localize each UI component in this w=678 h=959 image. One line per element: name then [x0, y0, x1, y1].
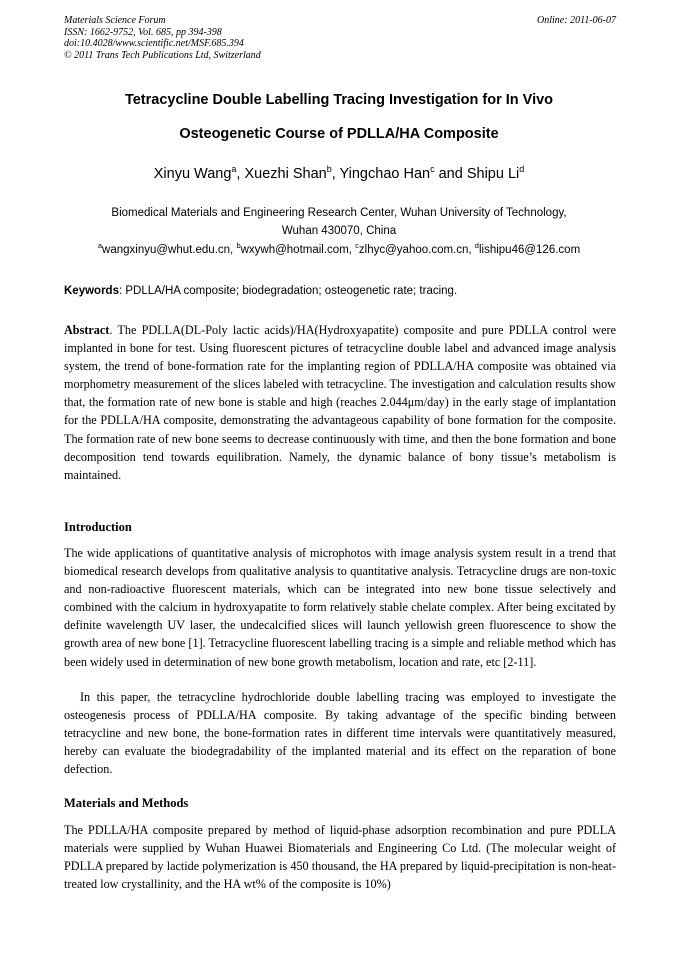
email-mark: c [355, 241, 359, 250]
email-mark: a [97, 241, 103, 250]
author-affil-mark: d [519, 164, 525, 174]
abstract [64, 321, 616, 484]
materials-paragraph-1: The PDLLA/HA composite prepared by method of liquid-phase adsorption recombination and pure PDLLA materials were supplied by Wuhan Huawei Biomaterials and Engineering Co Ltd. (The molecular weight of PDLLA prepared by lactide polymerization is 450 thousand, the HA prepared by liquid-precipitation is non-heat-treated low crystallinity, and the HA wt% of the composite is 10%) [64, 823, 616, 892]
author-separator: , [236, 166, 245, 182]
keywords-text: : PDLLA/HA composite; biodegradation; osteogenetic rate; tracing. [118, 285, 458, 297]
online-date: Online: 2011-06-07 [537, 15, 616, 26]
author-name: Shipu Li [466, 166, 520, 182]
paper-title-line-1: Tetracycline Double Labelling Tracing Investigation for In Vivo [124, 92, 554, 108]
paper-title-line-2: Osteogenetic Course of PDLLA/HA Composite [179, 126, 499, 142]
keywords [64, 285, 616, 297]
affiliation-line-1: Biomedical Materials and Engineering Research Center, Wuhan University of Technology, [111, 207, 567, 219]
email-separator: , [230, 244, 237, 256]
email-separator: , [468, 244, 475, 256]
email-address[interactable]: zlhyc@yahoo.com.cn [358, 244, 469, 256]
author-emails [40, 241, 638, 256]
author-separator: and [434, 166, 467, 182]
affiliation-line-2: Wuhan 430070, China [281, 225, 397, 237]
section-heading-materials-methods: Materials and Methods [64, 796, 189, 810]
journal-header [64, 15, 616, 61]
author-list [40, 166, 638, 182]
author-name: Xuezhi Shan [244, 166, 327, 182]
author-affil-mark: a [231, 164, 237, 174]
journal-copyright: © 2011 Trans Tech Publications Ltd, Switzerland [64, 49, 261, 61]
author-name: Xinyu Wang [153, 166, 232, 182]
introduction-paragraph-2: In this paper, the tetracycline hydrochloride double labelling tracing was employed to investigate the osteogenesis process of PDLLA/HA composite. By taking advantage of the specific binding between tetracycline and new bone, the bone-formation rates in different time intervals were quantitatively measured, hereby can evaluate the biodegradability of the implanted material and its effect on the reparation of bone defection. [64, 690, 616, 777]
affiliation [70, 204, 608, 240]
email-mark: d [474, 241, 479, 250]
introduction-paragraph-1: The wide applications of quantitative analysis of microphotos with image analysis system result in a trend that biomedical research develops from qualitative analysis to quantitative analysis. Tetracycline drugs are non-toxic and non-radioactive fluorescent materials, which can be integrated into new bone tissue selectively and combined with the calcium in hydroxyapatite to form relatively stable chelate complex. After being excitated by definite wavelength UV laser, the undecalcified slices will launch yellowish green fluorescence to show the growth area of new bone [1]. Tetracycline fluorescent labelling tracing is a simple and reliable method which has been widely used in determination of new bone growth metabolism, location and rate, etc [2-11]. [64, 546, 616, 669]
email-address[interactable]: lishipu46@126.com [478, 244, 581, 256]
author-affil-mark: c [430, 164, 435, 174]
author-separator: , [331, 166, 340, 182]
email-address[interactable]: wangxinyu@whut.edu.cn [102, 244, 231, 256]
email-separator: , [348, 244, 356, 256]
journal-name: Materials Science Forum [64, 15, 166, 26]
author-name: Yingchao Han [339, 166, 431, 182]
keywords-label: Keywords [64, 285, 119, 297]
email-address[interactable]: wxywh@hotmail.com [240, 244, 349, 256]
journal-issn: ISSN: 1662-9752, Vol. 685, pp 394-398 [64, 26, 222, 38]
author-affil-mark: b [326, 164, 332, 174]
email-mark: b [236, 241, 241, 250]
abstract-label: Abstract [64, 323, 110, 337]
abstract-text: . The PDLLA(DL-Poly lactic acids)/HA(Hydroxyapatite) composite and pure PDLLA control were implanted in bone for test. Using fluorescent pictures of tetracycline double label and advanced image analysis system, the trend of bone-formation rate for the implanting region of PDLLA/HA composite was obtained via morphometry measurement of the slices labeled with tetracycline. The investigation and calculation results show that, the formation rate of new bone is stable and high (reaches 2.044μm/day) in the early stage of implantation for the PDLLA/HA composite, demonstrating the advantageous capability of bone formation for the composite. The formation rate of new bone seems to decrease continuously with time, and then the bone formation and bone decomposition tend towards equilibration. Namely, the dynamic balance of bony tissue’s metabolism is maintained. [64, 323, 616, 482]
journal-doi: doi:10.4028/www.scientific.net/MSF.685.394 [64, 38, 244, 49]
section-heading-introduction: Introduction [64, 520, 132, 534]
